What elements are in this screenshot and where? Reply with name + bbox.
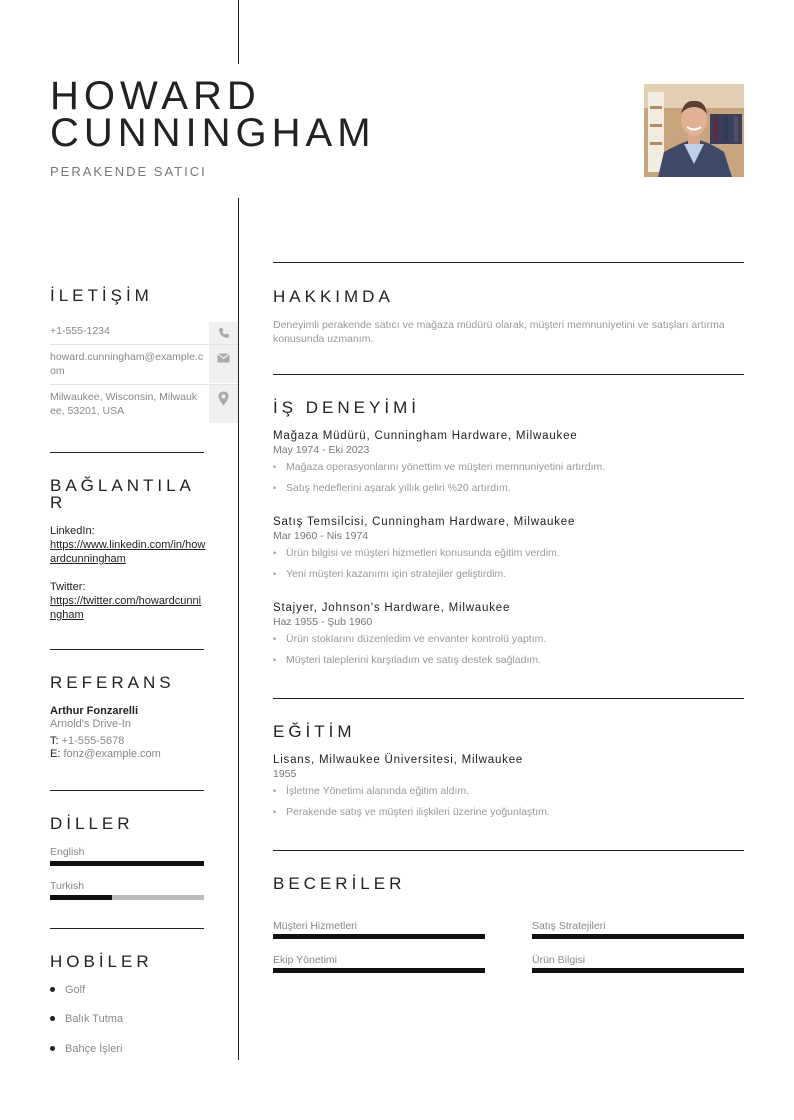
link-twitter [50, 580, 206, 622]
hobby-label: Golf [65, 984, 86, 996]
phone-icon [218, 327, 230, 339]
last-name: CUNNINGHAM [50, 111, 376, 155]
education-bullet: • Perakende satış ve müşteri ilişkileri üzerine yoğunlaştım. [273, 805, 744, 819]
language-bar [50, 861, 204, 866]
profile-photo [644, 84, 744, 177]
education-entry [273, 754, 744, 826]
section-divider [50, 452, 204, 453]
contact-email: howard.cunningham@example.com [50, 351, 204, 377]
contact-address: Milwaukee, Wisconsin, Milwaukee, 53201, USA [50, 391, 198, 417]
job-title-line: Mağaza Müdürü, Cunningham Hardware, Milwaukee [273, 430, 578, 442]
bullet-dot [50, 1016, 55, 1021]
job-dates: Haz 1955 - Şub 1960 [273, 616, 373, 628]
links-heading: BAĞLANTILAR [50, 476, 195, 512]
job-entry [273, 516, 744, 588]
reference-email-line [50, 748, 210, 761]
job-entry [273, 430, 744, 502]
reference-email: fonz@example.com [63, 748, 161, 760]
references-heading: REFERANS [50, 673, 175, 692]
job-bullets [273, 546, 744, 581]
skill-item [273, 954, 485, 973]
job-title-line: Stajyer, Johnson's Hardware, Milwaukee [273, 602, 511, 614]
skill-bar [532, 968, 744, 973]
about-heading: HAKKIMDA [273, 287, 394, 306]
section-divider [50, 928, 204, 929]
skill-name: Müşteri Hizmetleri [273, 920, 358, 932]
reference-entry [50, 705, 210, 761]
job-bullet: • Mağaza operasyonlarını yönettim ve müşteri memnuniyetini artırdım. [273, 460, 744, 474]
location-icon-box [209, 385, 238, 423]
reference-name: Arthur Fonzarelli [50, 705, 139, 717]
phone-icon-box [209, 322, 238, 344]
contact-phone: +1-555-1234 [50, 325, 110, 337]
section-divider [273, 262, 744, 263]
skill-name: Ekip Yönetimi [273, 954, 338, 966]
language-item [50, 880, 204, 900]
contact-heading: İLETİŞİM [50, 286, 153, 305]
experience-heading: İŞ DENEYİMİ [273, 398, 420, 417]
profile-photo-image [644, 84, 744, 177]
vertical-divider-top [238, 0, 239, 64]
job-title-line: Satış Temsilcisi, Cunningham Hardware, Milwaukee [273, 516, 576, 528]
language-name: English [50, 846, 85, 858]
bullet-dot [50, 1046, 55, 1051]
job-bullet: • Yeni müşteri kazanımı için stratejiler geliştirdim. [273, 567, 744, 581]
bullet-dot [50, 987, 55, 992]
job-bullet: • Ürün bilgisi ve müşteri hizmetleri konusunda eğitim verdim. [273, 546, 744, 560]
languages-heading: DİLLER [50, 814, 134, 833]
language-name: Turkish [50, 880, 85, 892]
contact-phone-row [50, 322, 238, 344]
skill-name: Satış Stratejileri [532, 920, 606, 932]
skills-heading: BECERİLER [273, 874, 406, 893]
education-heading: EĞİTİM [273, 722, 356, 741]
section-divider [273, 850, 744, 851]
section-divider [273, 698, 744, 699]
skill-bar [273, 968, 485, 973]
job-bullet: • Müşteri taleplerini karşıladım ve satış destek sağladım. [273, 653, 744, 667]
job-bullets [273, 632, 744, 667]
job-bullet: • Satış hedeflerini aşarak yıllık geliri %20 artırdım. [273, 481, 744, 495]
skill-item [532, 954, 744, 973]
location-pin-icon [218, 391, 229, 406]
language-bar-fill [50, 861, 204, 866]
education-title: Lisans, Milwaukee Üniversitesi, Milwaukee [273, 754, 524, 766]
job-dates: Mar 1960 - Nis 1974 [273, 530, 369, 542]
job-dates: May 1974 - Eki 2023 [273, 444, 370, 456]
hobbies-heading: HOBİLER [50, 952, 153, 971]
language-bar-fill [50, 895, 112, 900]
reference-phone-label: T: [50, 735, 59, 747]
link-label: LinkedIn: [50, 525, 95, 537]
job-bullet: • Ürün stoklarını düzenledim ve envanter kontrolü yaptım. [273, 632, 744, 646]
hobby-label: Balık Tutma [65, 1013, 124, 1025]
envelope-icon-box [209, 345, 238, 383]
reference-email-label: E: [50, 748, 61, 760]
link-linkedin [50, 524, 206, 566]
link-label: Twitter: [50, 581, 86, 593]
vertical-divider [238, 198, 239, 1060]
hobby-label: Bahçe İşleri [65, 1043, 123, 1055]
contact-email-row [50, 345, 238, 383]
section-divider [273, 374, 744, 375]
education-year: 1955 [273, 768, 297, 780]
language-item [50, 846, 204, 866]
contact-address-row [50, 385, 238, 423]
job-title: PERAKENDE SATICI [50, 164, 207, 179]
education-bullets [273, 784, 744, 819]
skill-item [532, 920, 744, 939]
reference-phone-line [50, 735, 210, 748]
twitter-link[interactable]: https://twitter.com/howardcunningham [50, 595, 202, 621]
skill-name: Ürün Bilgisi [532, 954, 586, 966]
envelope-icon [217, 353, 230, 363]
linkedin-link[interactable]: https://www.linkedin.com/in/howardcunningham [50, 539, 206, 565]
job-entry [273, 602, 744, 674]
skill-item [273, 920, 485, 939]
hobby-item [50, 1013, 123, 1025]
reference-company: Arnold's Drive-In [50, 718, 131, 730]
education-bullet: • İşletme Yönetimi alanında eğitim aldım. [273, 784, 744, 798]
skill-bar [273, 934, 485, 939]
about-text: Deneyimli perakende satıcı ve mağaza müdürü olarak, müşteri memnuniyetini ve satışları artırma konusunda uzmanım. [273, 319, 725, 345]
skill-bar [532, 934, 744, 939]
reference-phone: +1-555-5678 [61, 735, 125, 747]
language-bar [50, 895, 204, 900]
hobby-item [50, 984, 85, 996]
first-name: HOWARD [50, 74, 261, 118]
job-bullets [273, 460, 744, 495]
candidate-name [50, 74, 376, 155]
section-divider [50, 790, 204, 791]
section-divider [50, 649, 204, 650]
hobby-item [50, 1043, 122, 1055]
